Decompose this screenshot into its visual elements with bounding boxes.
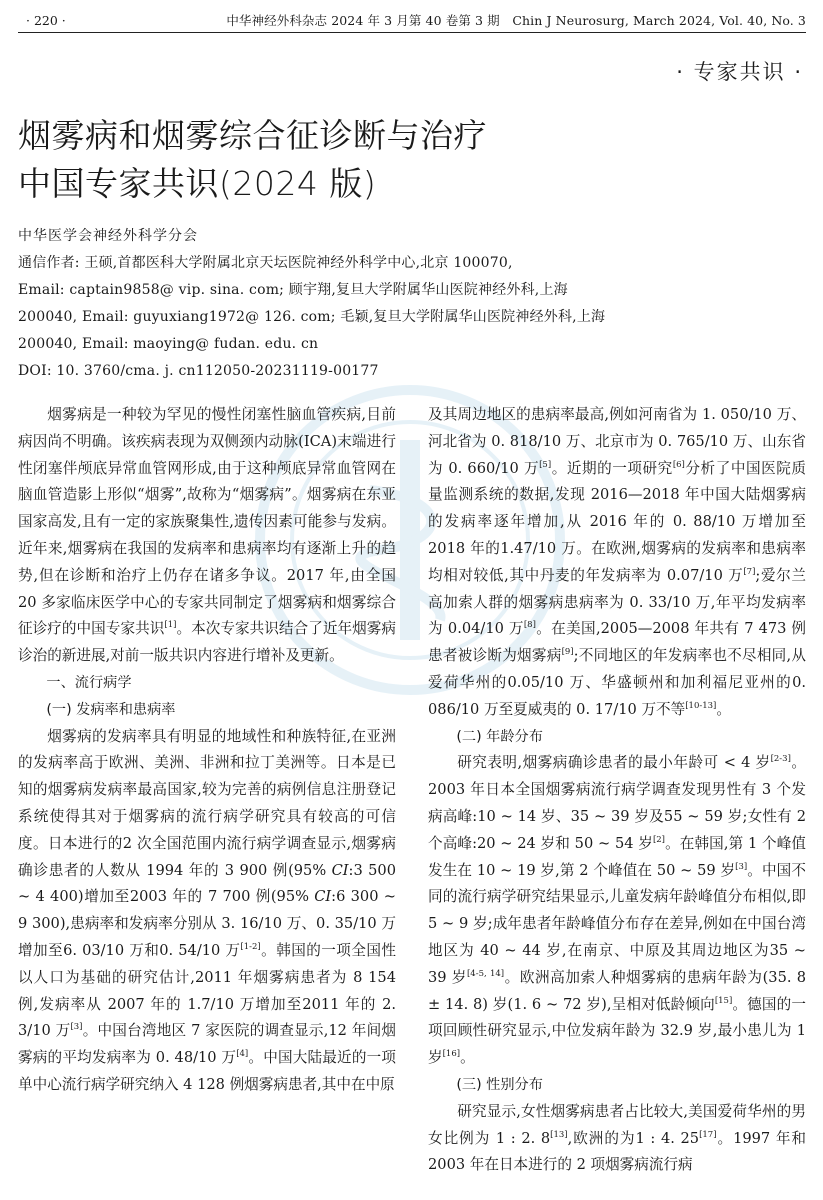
title-line-2: 中国专家共识(2024 版) (18, 164, 377, 203)
paragraph: 研究表明,烟雾病确诊患者的最小年龄可 < 4 岁[2-3]。2003 年日本全国烟雾病流行病学调查发现男性有 3 个发病高峰:10 ~ 14 岁、35 ~ 39 岁及55 ~ 59 岁;女性有 2 个高峰:20 ~ 24 岁和 50 ~ 54 岁[2]。在韩国,第 1 个峰值发生在 10 ~ 19 岁,第 2 个峰值在 50 ~ 59 岁[3]。中国不同的流行病学研究结果显示,儿童发病年龄峰值分布相似,即 5 ~ 9 岁;成年患者年龄峰值分布存在差异,例如在中国台湾地区为 40 ~ 44 岁,在南京、中原及其周边地区为35 ~ 39 岁[4-5, 14]。欧洲高加索人种烟雾病的患病年龄为(35. 8 ± 14. 8) 岁(1. 6 ~ 72 岁),呈相对低龄倾向[15]。德国的一项回顾性研究显示,中位发病年龄为 32.9 岁,最小患儿为 1 岁[16]。 (428, 754, 806, 1067)
reference-marker[interactable]: [8] (523, 620, 536, 631)
contact-line: Email: captain9858@ vip. sina. com; 顾宇翔,复旦大学附属华山医院神经外科,上海 (18, 282, 568, 298)
reference-marker[interactable]: [5] (539, 459, 552, 470)
subsection-heading: (三) 性别分布 (456, 1076, 543, 1093)
running-header (18, 10, 806, 33)
right-column (428, 402, 806, 1179)
author-block (18, 223, 658, 385)
contact-line: 200040, Email: guyuxiang1972@ 126. com; 毛颖,复旦大学附属华山医院神经外科,上海 (18, 309, 606, 325)
left-column (18, 402, 396, 1099)
author-organization: 中华医学会神经外科学分会 (18, 228, 198, 244)
paragraph: 研究显示,女性烟雾病患者占比较大,美国爱荷华州的男女比例为 1 : 2. 8[13],欧洲的为1 : 4. 25[17]。1997 年和2003 年在日本进行的 2 项烟雾病流行病 (428, 1102, 807, 1174)
subsection-heading: (一) 发病率和患病率 (46, 701, 176, 718)
paragraph: 及其周边地区的患病率最高,例如河南省为 1. 050/10 万、河北省为 0. 818/10 万、北京市为 0. 765/10 万、山东省为 0. 660/10 万[5]。近期的一项研究[6]分析了中国医院质量监测系统的数据,发现 2016—2018 年中国大陆烟雾病的发病率逐年增加,从 2016 年的 0. 88/10 万增加至 2018 年的1.47/10 万。在欧洲,烟雾病的发病率和患病率均相对较低,其中丹麦的年发病率为 0.07/10 万[7];爱尔兰高加索人群的烟雾病患病率为 0. 33/10 万,年平均发病率为 0.04/10 万[8]。在美国,2005—2008 年共有 7 473 例患者被诊断为烟雾病[9];不同地区的年发病率也不尽相同,从爱荷华州的0.05/10 万、华盛顿州和加利福尼亚州的0. 086/10 万至夏威夷的 0. 17/10 万不等[10-13]。 (428, 406, 806, 718)
reference-marker[interactable]: [1-2] (240, 942, 261, 953)
reference-marker[interactable]: [17] (699, 1129, 717, 1140)
reference-marker[interactable]: [13] (550, 1129, 568, 1140)
reference-marker[interactable]: [2] (652, 834, 665, 845)
doi: DOI: 10. 3760/cma. j. cn112050-20231119-00177 (18, 363, 379, 379)
section-tag: · 专家共识 · (676, 60, 803, 84)
paragraph: 烟雾病是一种较为罕见的慢性闭塞性脑血管疾病,目前病因尚不明确。该疾病表现为双侧颈内动脉(ICA)末端进行性闭塞伴颅底异常血管网形成,由于这种颅底异常血管网在脑血管造影上形似“烟雾”,故称为“烟雾病”。烟雾病在东亚国家高发,且有一定的家族聚集性,遗传因素可能参与发病。近年来,烟雾病在我国的发病率和患病率均有逐渐上升的趋势,但在诊断和治疗上仍存在诸多争议。2017 年,由全国 20 多家临床医学中心的专家共同制定了烟雾病和烟雾综合征诊疗的中国专家共识[1]。本次专家共识结合了近年烟雾病诊治的新进展,对前一版共识内容进行增补及更新。 (18, 406, 396, 665)
article-title (18, 112, 487, 208)
reference-marker[interactable]: [10-13] (685, 700, 717, 711)
reference-marker[interactable]: [6] (672, 459, 685, 470)
reference-marker[interactable]: [15] (714, 995, 733, 1006)
reference-marker[interactable]: [2-3] (770, 754, 791, 765)
section-heading: 一、流行病学 (46, 674, 132, 691)
paragraph: 烟雾病的发病率具有明显的地域性和种族特征,在亚洲的发病率高于欧洲、美洲、非洲和拉丁美洲等。日本是已知的烟雾病发病率最高国家,较为完善的病例信息注册登记系统使得其对于烟雾病的流行病学研究具有较高的可信度。日本进行的2 次全国范围内流行病学调查显示,烟雾病确诊患者的人数从 1994 年的 3 900 例(95% CI:3 500 ~ 4 400)增加至2003 年的 7 700 例(95% CI:6 300 ~ 9 300),患病率和发病率分别从 3. 16/10 万、0. 35/10 万增加至6. 03/10 万和0. 54/10 万[1-2]。韩国的一项全国性以人口为基础的研究估计,2011 年烟雾病患者为 8 154 例,发病率从 2007 年的 1.7/10 万增加至2011 年的 2. 3/10 万[3]。中国台湾地区 7 家医院的调查显示,12 年间烟雾病的平均发病率为 0. 48/10 万[4]。中国大陆最近的一项单中心流行病学研究纳入 4 128 例烟雾病患者,其中在中原 (18, 727, 396, 1093)
reference-marker[interactable]: [3] (70, 1022, 83, 1033)
reference-marker[interactable]: [4] (236, 1049, 249, 1060)
reference-marker[interactable]: [16] (442, 1049, 461, 1060)
reference-marker[interactable]: [3] (735, 861, 748, 872)
subsection-heading: (二) 年龄分布 (456, 728, 543, 745)
reference-marker[interactable]: [7] (743, 566, 756, 577)
title-line-1: 烟雾病和烟雾综合征诊断与治疗 (18, 116, 487, 155)
reference-marker[interactable]: [1] (164, 620, 177, 631)
journal-citation: 中华神经外科杂志 2024 年 3 月第 40 卷第 3 期 Chin J Neurosurg, March 2024, Vol. 40, No. 3 (226, 13, 806, 28)
contact-line: 通信作者: 王硕,首都医科大学附属北京天坛医院神经外科学中心,北京 100070, (18, 255, 513, 271)
page-number: · 220 · (26, 13, 66, 28)
reference-marker[interactable]: [9] (561, 647, 574, 658)
contact-line: 200040, Email: maoying@ fudan. edu. cn (18, 336, 319, 352)
reference-marker[interactable]: [4-5, 14] (466, 968, 505, 979)
